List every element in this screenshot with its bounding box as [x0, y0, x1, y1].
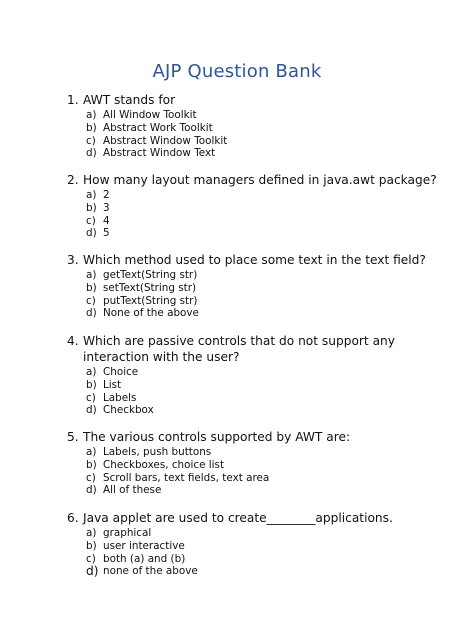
option-letter: c) — [86, 552, 96, 565]
question-stem — [67, 333, 447, 365]
option-c — [67, 135, 447, 148]
option-c — [67, 215, 447, 228]
question-5 — [67, 429, 447, 497]
option-text: Checkbox — [103, 404, 154, 417]
option-d — [67, 404, 447, 417]
question-stem — [67, 429, 447, 445]
option-letter: c) — [86, 294, 96, 307]
option-text: 2 — [103, 189, 110, 201]
question-text: Which method used to place some text in the text field? — [83, 253, 426, 267]
question-stem — [67, 252, 447, 268]
option-a — [67, 527, 447, 540]
option-list — [67, 269, 447, 320]
option-text: 4 — [103, 214, 110, 227]
option-d — [67, 307, 447, 320]
option-text: both (a) and (b) — [103, 552, 186, 565]
option-text: Labels — [103, 391, 137, 404]
option-text: Choice — [103, 366, 139, 378]
question-number: 4. — [67, 334, 79, 348]
question-stem — [67, 172, 447, 188]
option-c — [67, 472, 447, 485]
option-d — [67, 147, 447, 160]
option-letter: b) — [86, 121, 97, 134]
option-text: 3 — [103, 201, 110, 214]
question-4 — [67, 333, 447, 417]
option-letter: d) — [86, 227, 97, 240]
option-text: user interactive — [103, 539, 185, 552]
option-text: getText(String str) — [103, 269, 198, 281]
option-b — [67, 122, 447, 135]
option-letter: b) — [86, 201, 97, 214]
option-a — [67, 189, 447, 202]
option-letter: d) — [86, 564, 99, 579]
option-letter: a) — [86, 366, 97, 378]
option-letter: d) — [86, 147, 97, 160]
option-d — [67, 227, 447, 240]
question-number: 3. — [67, 253, 79, 267]
option-list — [67, 109, 447, 160]
option-text: All of these — [103, 484, 162, 497]
option-list — [67, 446, 447, 497]
option-text: List — [103, 378, 122, 391]
option-letter: a) — [86, 109, 97, 121]
option-letter: c) — [86, 391, 96, 404]
option-c — [67, 295, 447, 308]
option-c — [67, 392, 447, 405]
option-b — [67, 379, 447, 392]
option-letter: b) — [86, 281, 97, 294]
option-list — [67, 189, 447, 240]
question-number: 6. — [67, 511, 79, 525]
question-2 — [67, 172, 447, 240]
question-text: Which are passive controls that do not support any interaction with the user? — [83, 334, 395, 364]
option-a — [67, 109, 447, 122]
page-title: AJP Question Bank — [152, 61, 322, 82]
option-d — [67, 484, 447, 497]
option-a — [67, 446, 447, 459]
option-letter: d) — [86, 404, 97, 417]
option-text: Abstract Window Toolkit — [103, 134, 228, 147]
option-c — [67, 553, 447, 566]
option-b — [67, 282, 447, 295]
option-text: putText(String str) — [103, 294, 198, 307]
option-list — [67, 527, 447, 578]
question-3 — [67, 252, 447, 320]
option-letter: d) — [86, 307, 97, 320]
question-stem — [67, 510, 447, 526]
question-stem — [67, 92, 447, 108]
option-text: 5 — [103, 227, 110, 240]
option-text: Labels, push buttons — [103, 446, 212, 458]
option-letter: c) — [86, 471, 96, 484]
option-text: setText(String str) — [103, 281, 197, 294]
option-b — [67, 540, 447, 553]
option-list — [67, 366, 447, 417]
option-letter: c) — [86, 134, 96, 147]
question-number: 5. — [67, 430, 79, 444]
option-letter: b) — [86, 378, 97, 391]
option-letter: b) — [86, 458, 97, 471]
option-a — [67, 269, 447, 282]
option-text: Abstract Window Text — [103, 147, 216, 160]
option-d — [67, 565, 447, 578]
option-letter: a) — [86, 446, 97, 458]
option-text: Abstract Work Toolkit — [103, 121, 213, 134]
option-letter: a) — [86, 189, 97, 201]
option-text: Scroll bars, text fields, text area — [103, 471, 270, 484]
option-text: graphical — [103, 527, 152, 539]
question-number: 2. — [67, 173, 79, 187]
option-letter: c) — [86, 214, 96, 227]
option-letter: a) — [86, 527, 97, 539]
option-text: Checkboxes, choice list — [103, 458, 225, 471]
question-text: How many layout managers defined in java.awt package? — [83, 173, 437, 187]
question-1 — [67, 92, 447, 160]
option-text: All Window Toolkit — [103, 109, 197, 121]
question-text: Java applet are used to create________applications. — [83, 511, 393, 525]
option-a — [67, 366, 447, 379]
option-text: none of the above — [103, 565, 198, 578]
question-text: The various controls supported by AWT are: — [83, 430, 351, 444]
option-letter: b) — [86, 539, 97, 552]
question-number: 1. — [67, 93, 79, 107]
option-letter: d) — [86, 484, 97, 497]
question-text: AWT stands for — [83, 93, 176, 107]
option-b — [67, 202, 447, 215]
option-text: None of the above — [103, 307, 199, 320]
question-6 — [67, 510, 447, 578]
option-b — [67, 459, 447, 472]
option-letter: a) — [86, 269, 97, 281]
